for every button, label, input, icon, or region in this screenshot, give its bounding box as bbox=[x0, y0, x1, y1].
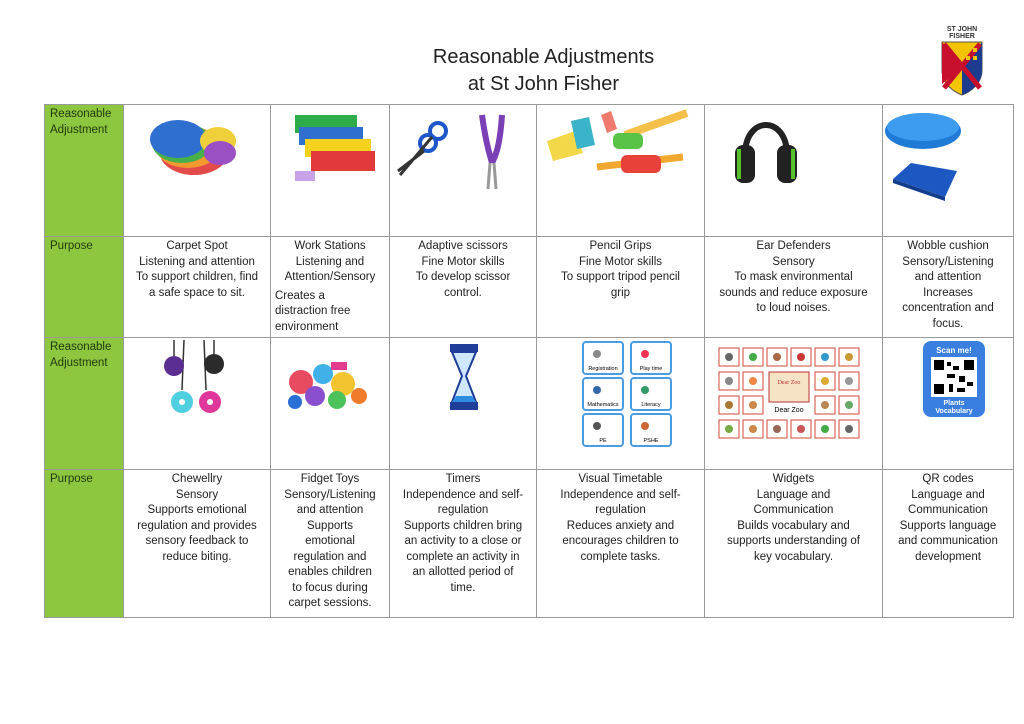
timetable-cards-icon bbox=[537, 338, 704, 469]
ear-defenders-cell bbox=[705, 237, 883, 338]
item-text: Supports bbox=[306, 519, 354, 532]
adjustment-row-1 bbox=[45, 105, 1014, 237]
item-text: Supports language bbox=[899, 519, 997, 532]
book-title: Dear Zoo bbox=[777, 380, 801, 386]
carpet-spot-image bbox=[124, 105, 271, 237]
item-text: Sensory/Listening bbox=[284, 488, 376, 501]
item-text: reduce biting. bbox=[162, 550, 232, 563]
headphones-icon bbox=[705, 105, 882, 236]
item-text: Sensory bbox=[175, 488, 219, 501]
work-stations-cell bbox=[271, 237, 390, 338]
item-text: grip bbox=[610, 286, 631, 299]
timetable-card-label: Mathematics bbox=[587, 402, 619, 408]
qr-top-text: Scan me! bbox=[936, 346, 972, 355]
item-text: development bbox=[915, 550, 981, 563]
visual-timetable-image bbox=[537, 338, 705, 470]
ear-defenders-image bbox=[705, 105, 883, 237]
logo-text: ST JOHN FISHER bbox=[946, 26, 978, 40]
timetable-card-label: PE bbox=[599, 438, 607, 444]
item-text: supports understanding of bbox=[727, 535, 860, 547]
item-text: a safe space to sit. bbox=[149, 286, 245, 299]
chewellry-image bbox=[124, 338, 271, 470]
chewellry-cell bbox=[124, 470, 271, 618]
fidget-toys-cell bbox=[271, 470, 390, 618]
visual-timetable-cell bbox=[537, 470, 705, 618]
item-text: enables children bbox=[288, 566, 372, 578]
item-name: Chewellry bbox=[171, 473, 223, 485]
item-text: Language and bbox=[756, 488, 831, 501]
pencil-grips-image bbox=[537, 105, 705, 237]
item-text: to loud noises. bbox=[756, 302, 831, 314]
item-text: Attention/Sensory bbox=[284, 271, 376, 283]
timetable-card-label: PSHE bbox=[643, 438, 659, 444]
carpet-spot-cell bbox=[124, 237, 271, 338]
row-label-purpose: Purpose bbox=[45, 470, 124, 618]
item-name: Work Stations bbox=[294, 240, 366, 252]
qr-bottom-text-2: Vocabulary bbox=[935, 408, 973, 415]
item-name: Fidget Toys bbox=[300, 473, 360, 485]
item-text: distraction free bbox=[275, 305, 351, 317]
item-text: Creates a bbox=[275, 289, 325, 302]
item-text: Communication bbox=[753, 504, 834, 516]
item-text: regulation and provides bbox=[137, 519, 257, 532]
timer-image bbox=[390, 338, 537, 470]
scissors-cell bbox=[390, 237, 537, 338]
sand-timer-icon bbox=[390, 338, 536, 469]
wobble-cushion-cell bbox=[883, 237, 1014, 338]
item-text: concentration and bbox=[902, 302, 994, 314]
item-name: Adaptive scissors bbox=[418, 240, 508, 252]
fidget-toys-image bbox=[271, 338, 390, 470]
qr-bottom-text-1: Plants bbox=[943, 400, 965, 407]
item-text: complete an activity in bbox=[406, 550, 520, 563]
pencil-grips-icon bbox=[537, 105, 704, 236]
item-text: regulation bbox=[595, 504, 646, 516]
timetable-card-label: Registration bbox=[588, 366, 618, 372]
wobble-cushion-image bbox=[883, 105, 1014, 237]
work-station-image bbox=[271, 105, 390, 237]
item-text: an activity to a close or bbox=[404, 535, 522, 547]
item-text: Increases bbox=[923, 286, 973, 299]
work-stations-icon bbox=[271, 105, 389, 236]
shield-icon bbox=[936, 40, 988, 96]
qr-code-icon bbox=[883, 338, 1013, 469]
item-text: sensory feedback to bbox=[145, 535, 249, 547]
row-label-purpose: Purpose bbox=[45, 237, 124, 338]
item-text: To support children, find bbox=[135, 271, 259, 283]
item-text: and communication bbox=[898, 535, 998, 547]
widgets-image bbox=[705, 338, 883, 470]
carpet-spots-icon bbox=[124, 105, 270, 236]
item-text: Independence and self- bbox=[402, 488, 524, 501]
item-text: and attention bbox=[296, 504, 364, 516]
item-text: Builds vocabulary and bbox=[737, 519, 850, 532]
item-name: Visual Timetable bbox=[578, 473, 663, 485]
item-text: Independence and self- bbox=[560, 488, 681, 501]
item-text: and attention bbox=[914, 271, 982, 283]
item-text: to focus during bbox=[292, 581, 368, 594]
timers-cell bbox=[390, 470, 537, 618]
item-text: encourages children to bbox=[562, 535, 679, 547]
book-caption: Dear Zoo bbox=[774, 407, 804, 414]
item-text: Fine Motor skills bbox=[421, 255, 505, 268]
item-text: sounds and reduce exposure bbox=[719, 286, 868, 299]
item-text: Listening and attention bbox=[139, 255, 255, 268]
pencil-grips-cell bbox=[537, 237, 705, 338]
timetable-card-label: Literacy bbox=[641, 402, 661, 408]
item-text: To mask environmental bbox=[734, 271, 853, 283]
item-text: Supports emotional bbox=[147, 504, 247, 516]
adjustments-table bbox=[44, 104, 1014, 618]
item-name: Ear Defenders bbox=[756, 240, 831, 252]
title-line-1: Reasonable Adjustments bbox=[432, 46, 655, 68]
item-text: regulation and bbox=[293, 550, 367, 563]
item-name: Pencil Grips bbox=[589, 240, 652, 252]
item-name: Carpet Spot bbox=[166, 240, 228, 252]
widget-symbols-icon bbox=[705, 338, 882, 469]
purpose-row-1 bbox=[45, 237, 1014, 338]
item-text: Communication bbox=[908, 504, 988, 516]
item-text: To develop scissor bbox=[415, 271, 511, 283]
school-logo bbox=[936, 26, 988, 90]
timetable-card-label: Play time bbox=[639, 366, 663, 372]
item-text: environment bbox=[275, 320, 339, 333]
item-text: regulation bbox=[437, 504, 489, 516]
fidget-toys-icon bbox=[271, 338, 389, 469]
item-text: Sensory bbox=[772, 255, 815, 268]
scissors-image bbox=[390, 105, 537, 237]
item-text: Sensory/Listening bbox=[902, 255, 994, 268]
adjustment-row-2 bbox=[45, 338, 1014, 470]
scissors-icon bbox=[390, 105, 536, 236]
page-title bbox=[0, 44, 1024, 98]
item-text: Supports children bring bbox=[403, 519, 523, 532]
qr-codes-cell bbox=[883, 470, 1014, 618]
item-text: carpet sessions. bbox=[288, 597, 372, 609]
item-name: Timers bbox=[445, 473, 481, 485]
row-label-adjustment: Reasonable Adjustment bbox=[45, 105, 124, 237]
item-text: complete tasks. bbox=[580, 550, 661, 563]
item-text: an allotted period of bbox=[412, 566, 514, 578]
purpose-row-2 bbox=[45, 470, 1014, 618]
item-text: Language and bbox=[911, 488, 985, 501]
item-text: focus. bbox=[932, 317, 964, 330]
item-text: time. bbox=[450, 581, 476, 594]
row-label-adjustment: Reasonable Adjustment bbox=[45, 338, 124, 470]
item-text: key vocabulary. bbox=[753, 550, 834, 563]
item-text: Listening and bbox=[295, 255, 365, 268]
item-text: emotional bbox=[305, 535, 355, 547]
item-text: To support tripod pencil bbox=[561, 271, 680, 283]
item-name: Widgets bbox=[772, 473, 815, 485]
item-text: control. bbox=[444, 286, 482, 299]
item-name: Wobble cushion bbox=[907, 240, 989, 252]
chew-necklace-icon bbox=[124, 338, 270, 469]
qr-image bbox=[883, 338, 1014, 470]
item-text: Fine Motor skills bbox=[578, 255, 663, 268]
widgets-cell bbox=[705, 470, 883, 618]
wobble-cushion-icon bbox=[883, 105, 1013, 236]
item-name: QR codes bbox=[922, 473, 974, 485]
title-line-2: at St John Fisher bbox=[467, 73, 620, 95]
item-text: Reduces anxiety and bbox=[566, 519, 675, 532]
